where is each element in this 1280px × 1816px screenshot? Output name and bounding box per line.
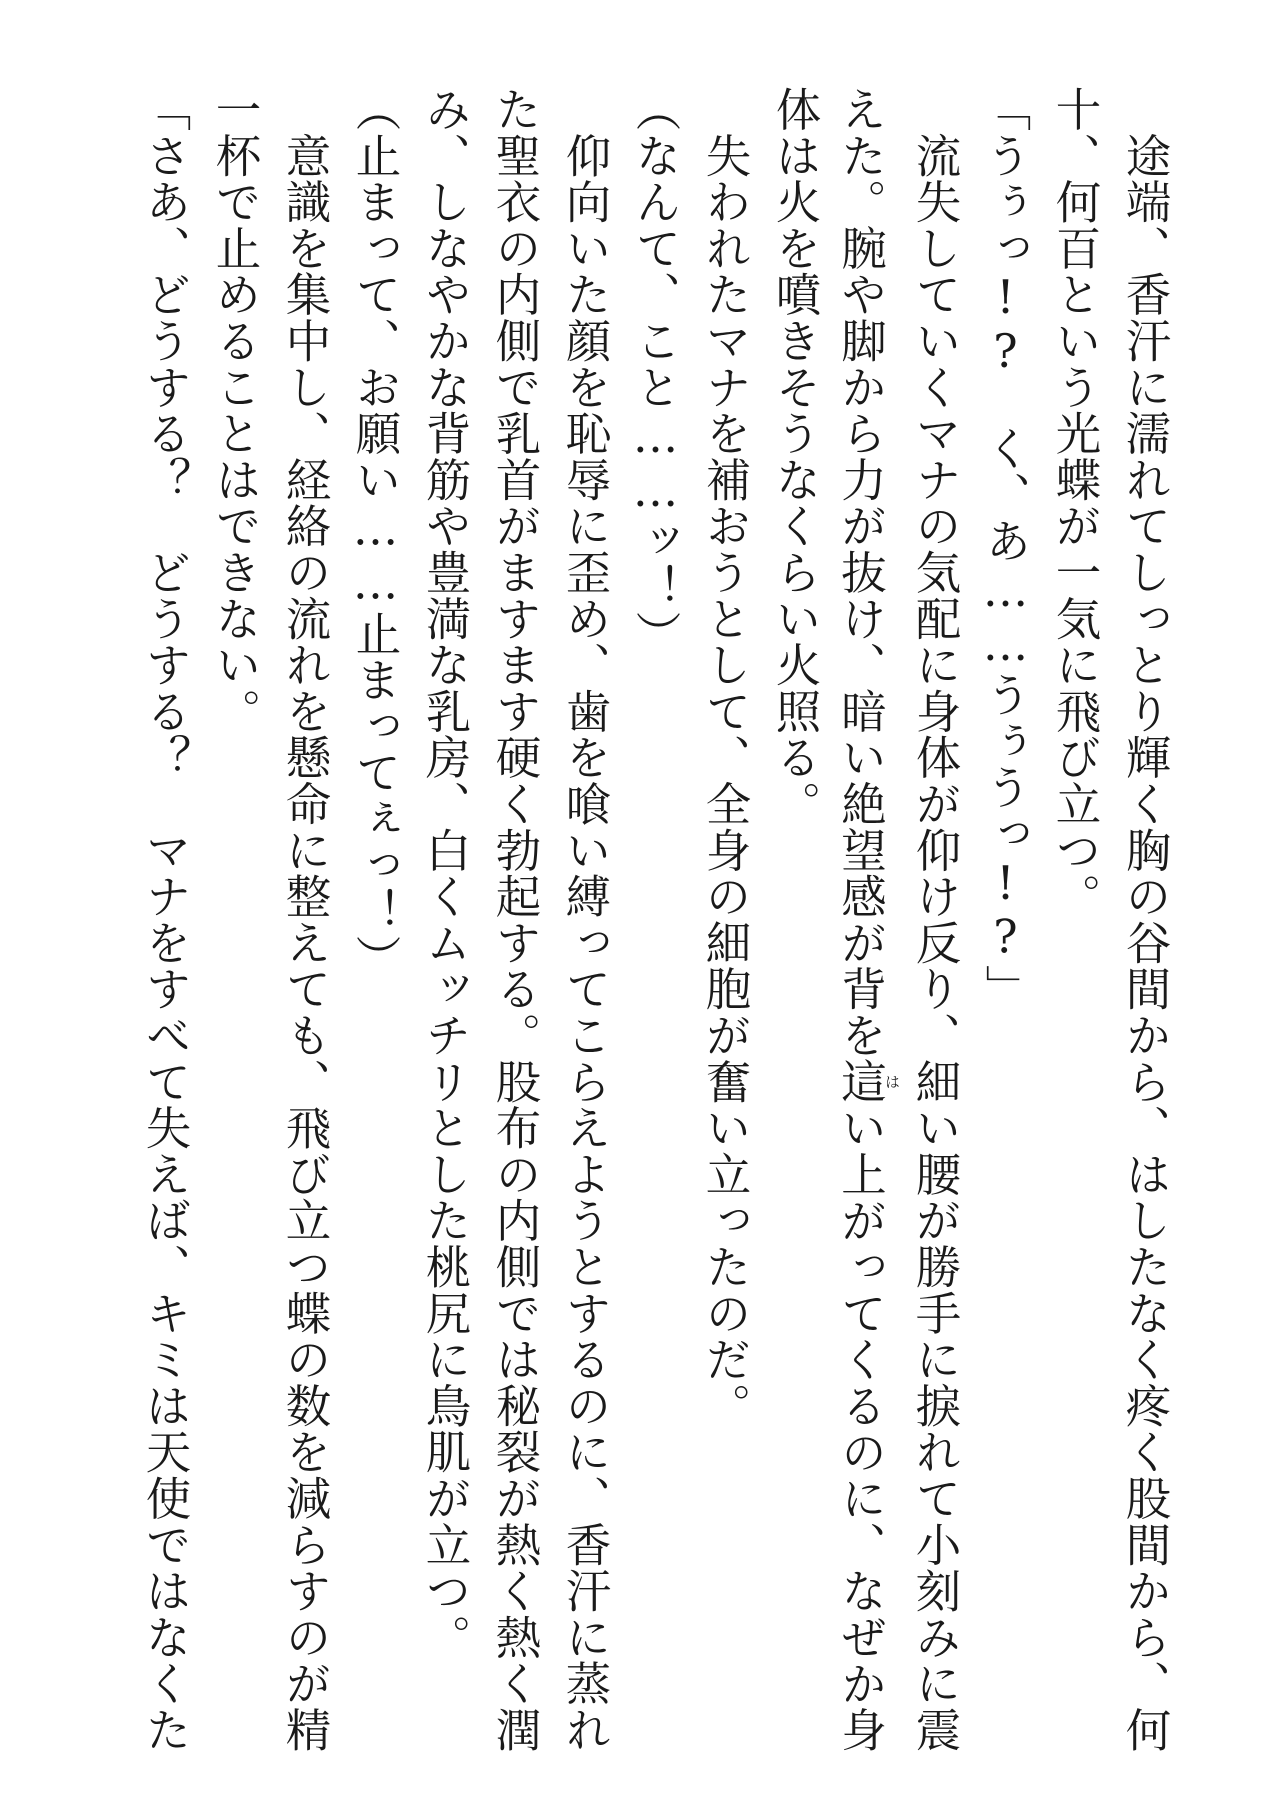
text-line-11: み、しなやかな背筋や豊満な乳房、白くムッチリとした桃尻に鳥肌が立つ。 (419, 86, 472, 1661)
text-line-7: 失われたマナを補おうとして、全身の細胞が奮い立ったのだ。 (699, 86, 752, 1429)
text-line-1: 途端、香汗に濡れてしっとり輝く胸の谷間から、はしたなく疼く股間から、何 (1119, 86, 1172, 1753)
text-line-2: 十、何百という光蝶が一気に飛び立つ。 (1049, 86, 1102, 920)
ruby-base: 這 (834, 1058, 888, 1105)
text-line-14: 一杯で止めることはできない。 (209, 86, 262, 735)
text-line-9: 仰向いた顔を恥辱に歪め、歯を喰い縛ってこらえようとするのに、香汗に蒸れ (559, 86, 612, 1753)
text-line-8: （なんて、こと……ッ！） (629, 86, 682, 657)
text-line-5-before: えた。腕や脚から力が抜け、暗い絶望感が背を (834, 86, 888, 1059)
text-line-12: （止まって、お願い……止まってぇっ！） (349, 86, 402, 981)
ruby-annotation (834, 1058, 901, 1105)
text-line-10: た聖衣の内側で乳首がますます硬く勃起する。股布の内側では秘裂が熱く熱く潤 (489, 86, 542, 1753)
ruby-reading: は (883, 1058, 901, 1105)
text-line-13: 意識を集中し、経絡の流れを懸命に整えても、飛び立つ蝶の数を減らすのが精 (279, 86, 332, 1753)
text-line-3: 「うぅっ!? く、あ……うぅうっ!?」 (979, 86, 1032, 1011)
text-line-5 (830, 86, 900, 1753)
text-line-6: 体は火を噴きそうなくらい火照る。 (769, 86, 822, 827)
text-line-15: 「さあ、どうする？ どうする？ マナをすべて失えば、キミは天使ではなくた (139, 86, 192, 1753)
text-line-5-after: い上がってくるのに、なぜか身 (834, 1104, 888, 1753)
text-line-4: 流失していくマナの気配に身体が仰け反り、細い腰が勝手に捩れて小刻みに震 (909, 86, 962, 1753)
